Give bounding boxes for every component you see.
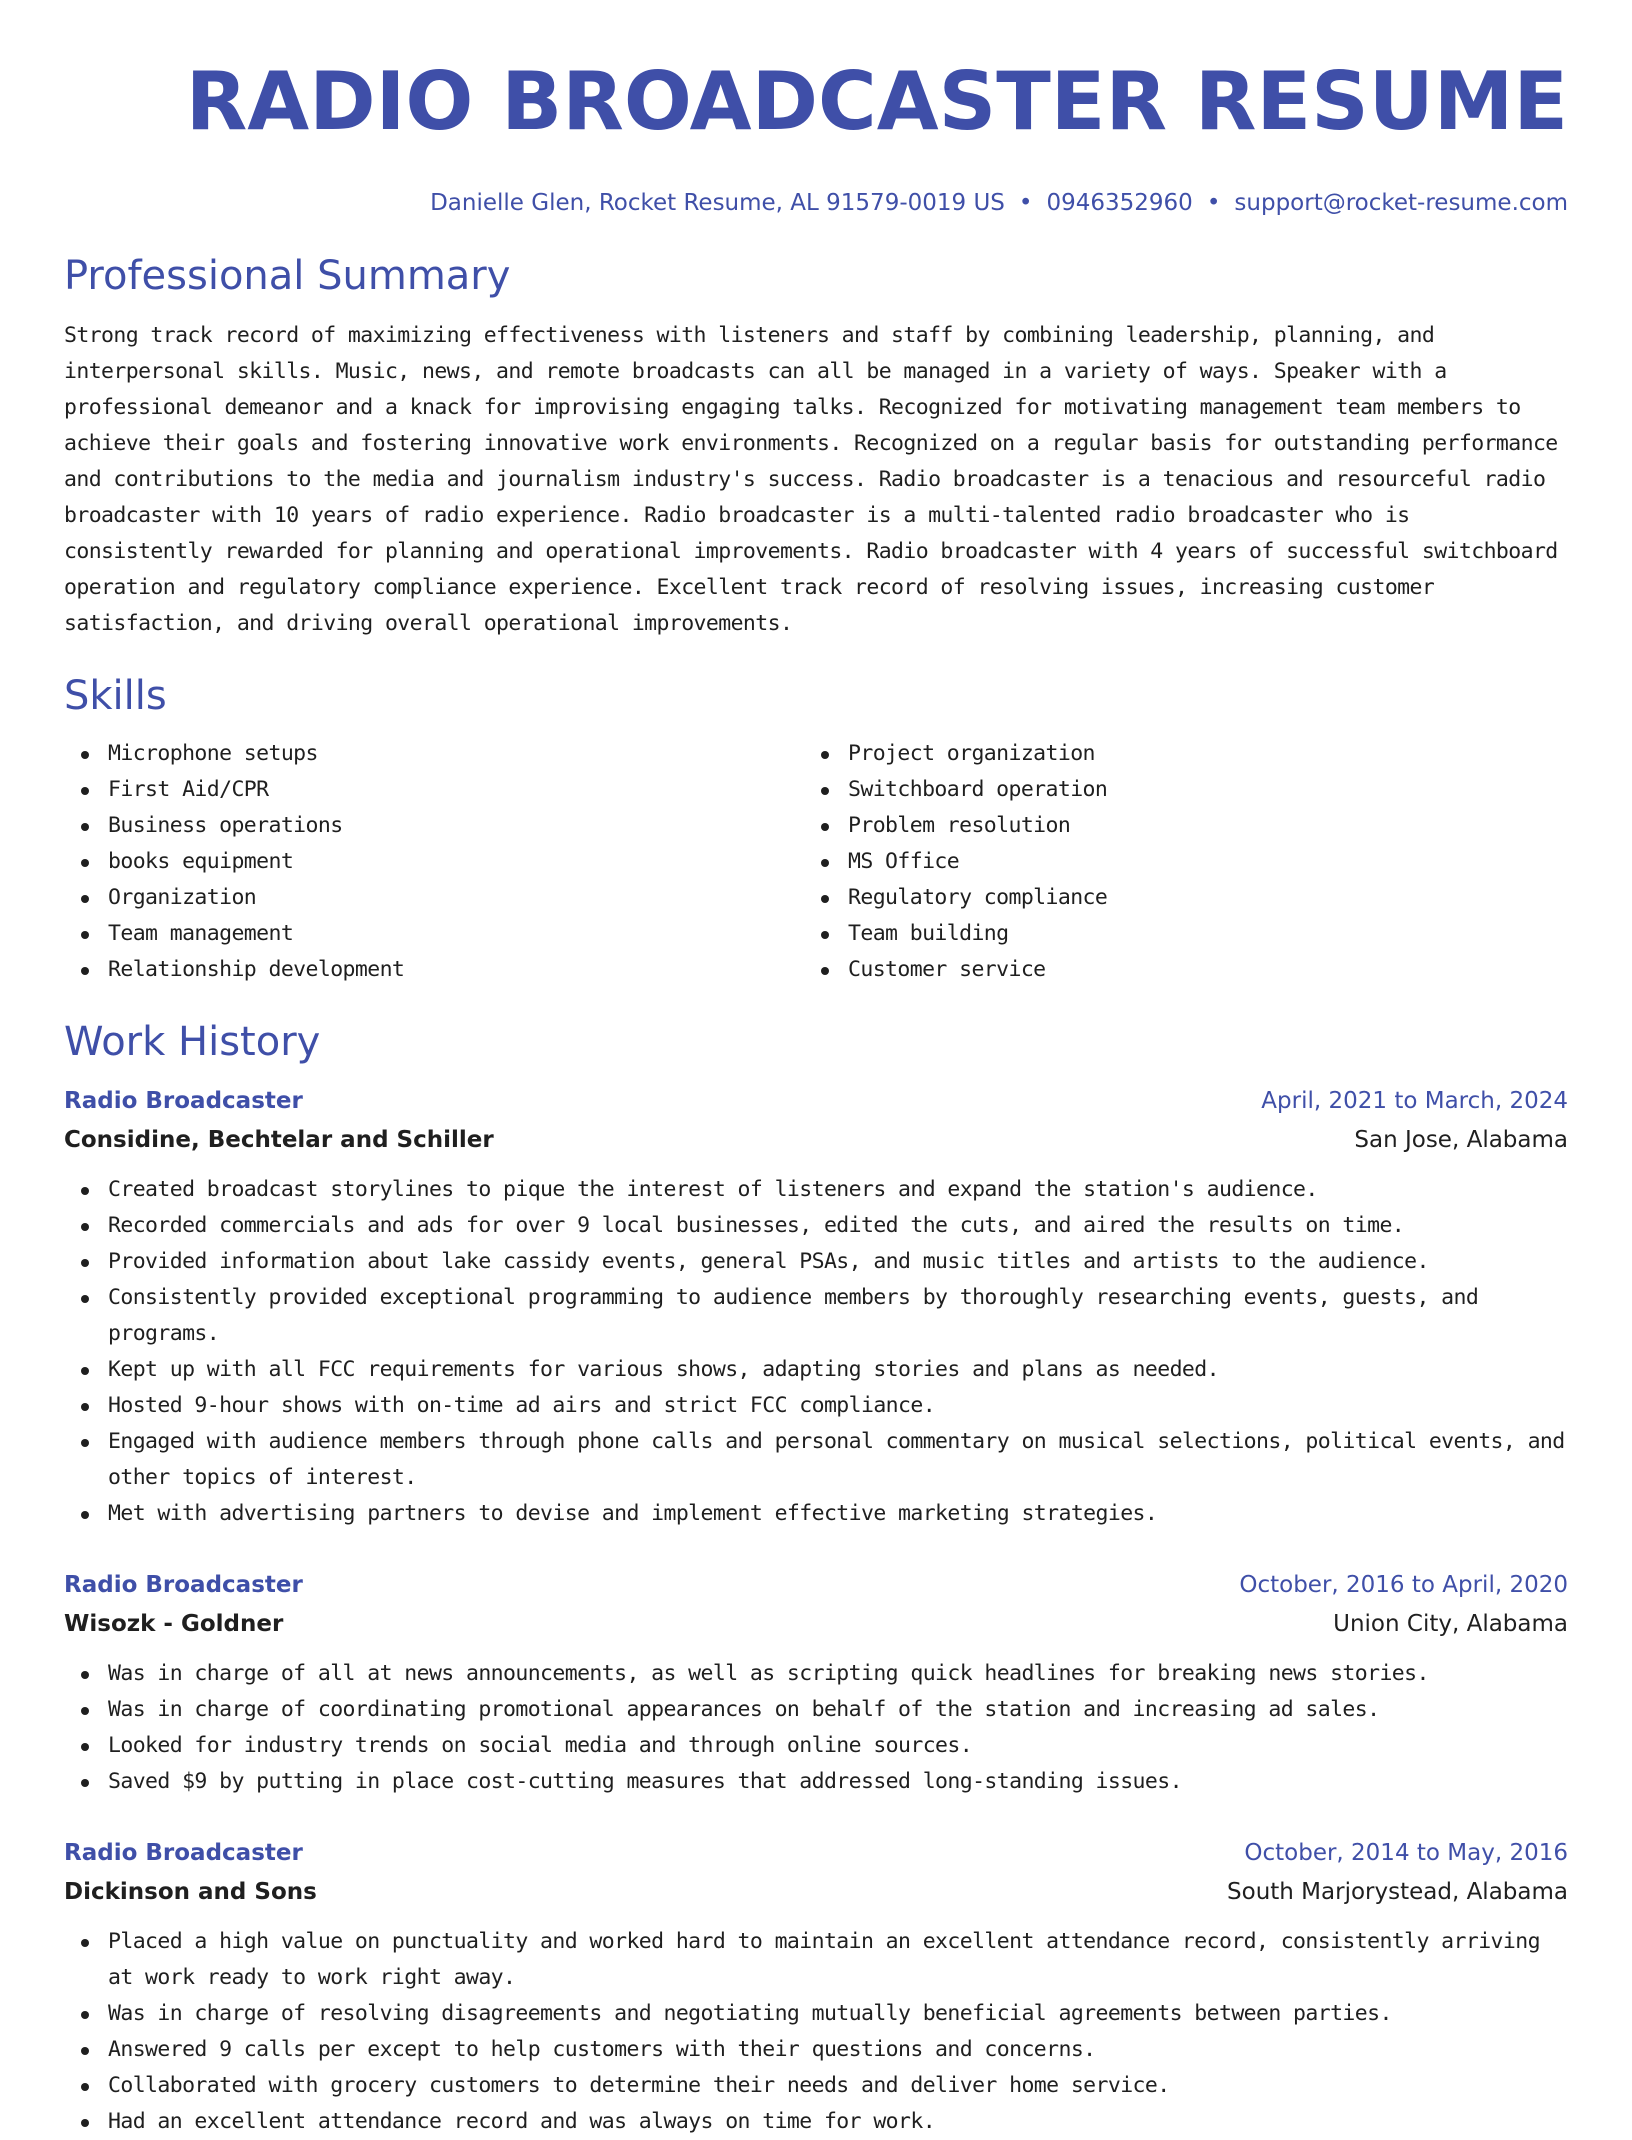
job-dates: April, 2021 to March, 2024 xyxy=(1261,1088,1568,1114)
work-history-heading: Work History xyxy=(64,1019,321,1065)
contact-separator: • xyxy=(1018,190,1033,216)
job-company: Wisozk - Goldner xyxy=(64,1611,284,1637)
job-location: San Jose, Alabama xyxy=(1354,1127,1568,1153)
job-bullet: Was in charge of resolving disagreements and negotiating mutually beneficial agreements between parties. xyxy=(64,1996,1568,2032)
job-company: Considine, Bechtelar and Schiller xyxy=(64,1127,494,1153)
professional-summary-section xyxy=(64,248,1568,642)
job-entry xyxy=(64,1834,1568,2140)
job-bullets xyxy=(64,1924,1568,2140)
summary-text: Strong track record of maximizing effectiveness with listeners and staff by combining leadership, planning, and interpersonal skills. Music, news, and remote broadcasts can all be managed in a variety of ways. Speaker with a professional demeanor and a knack for improvising engaging talks. Recognized for motivating management team members to achieve their goals and fostering innovative work environments. Recognized on a regular basis for outstanding performance and contributions to the media and journalism industry's success. Radio broadcaster is a tenacious and resourceful radio broadcaster with 10 years of radio experience. Radio broadcaster is a multi-talented radio broadcaster who is consistently rewarded for planning and operational improvements. Radio broadcaster with 4 years of successful switchboard operation and regulatory compliance experience. Excellent track record of resolving issues, increasing customer satisfaction, and driving overall operational improvements. xyxy=(64,323,1558,636)
job-bullets xyxy=(64,1172,1568,1532)
contact-address: Danielle Glen, Rocket Resume, AL 91579-0019 US xyxy=(430,190,1005,216)
skills-list-left xyxy=(64,736,804,988)
contact-line xyxy=(64,186,1568,220)
job-bullet: Met with advertising partners to devise and implement effective marketing strategies. xyxy=(64,1496,1568,1532)
job-entry xyxy=(64,1082,1568,1532)
contact-email[interactable]: support@rocket-resume.com xyxy=(1234,190,1568,216)
job-company-row xyxy=(64,1604,1568,1644)
skill-item: Problem resolution xyxy=(804,808,1544,844)
job-bullet: Had an excellent attendance record and was always on time for work. xyxy=(64,2104,1568,2140)
job-entry xyxy=(64,1566,1568,1800)
job-bullet: Provided information about lake cassidy events, general PSAs, and music titles and artists to the audience. xyxy=(64,1244,1568,1280)
job-dates: October, 2014 to May, 2016 xyxy=(1244,1840,1568,1866)
job-bullet: Engaged with audience members through phone calls and personal commentary on musical selections, political events, and other topics of interest. xyxy=(64,1424,1568,1496)
resume-title: RADIO BROADCASTER RESUME xyxy=(185,55,1568,148)
job-bullet: Was in charge of all at news announcements, as well as scripting quick headlines for breaking news stories. xyxy=(64,1656,1568,1692)
skill-item: Microphone setups xyxy=(64,736,804,772)
skill-item: First Aid/CPR xyxy=(64,772,804,808)
job-title: Radio Broadcaster xyxy=(64,1840,303,1866)
contact-phone[interactable]: 0946352960 xyxy=(1046,190,1193,216)
summary-heading: Professional Summary xyxy=(64,253,511,299)
job-bullets xyxy=(64,1656,1568,1800)
job-bullet: Recorded commercials and ads for over 9 local businesses, edited the cuts, and aired the results on time. xyxy=(64,1208,1568,1244)
skill-item: Business operations xyxy=(64,808,804,844)
job-bullet: Looked for industry trends on social media and through online sources. xyxy=(64,1728,1568,1764)
job-location: Union City, Alabama xyxy=(1333,1611,1568,1637)
skills-list-right xyxy=(804,736,1544,988)
job-bullet: Answered 9 calls per except to help customers with their questions and concerns. xyxy=(64,2032,1568,2068)
job-bullet: Saved $9 by putting in place cost-cutting measures that addressed long-standing issues. xyxy=(64,1764,1568,1800)
skill-item: Organization xyxy=(64,880,804,916)
skill-item: MS Office xyxy=(804,844,1544,880)
job-location: South Marjorystead, Alabama xyxy=(1227,1879,1568,1905)
job-title-row xyxy=(64,1566,1568,1604)
skill-item: Customer service xyxy=(804,952,1544,988)
job-bullet: Hosted 9-hour shows with on-time ad airs and strict FCC compliance. xyxy=(64,1388,1568,1424)
skill-item: Team management xyxy=(64,916,804,952)
skill-item: Team building xyxy=(804,916,1544,952)
job-title-row xyxy=(64,1834,1568,1872)
job-dates: October, 2016 to April, 2020 xyxy=(1239,1572,1568,1598)
job-bullet: Created broadcast storylines to pique the interest of listeners and expand the station's audience. xyxy=(64,1172,1568,1208)
job-title-row xyxy=(64,1082,1568,1120)
job-bullet: Placed a high value on punctuality and worked hard to maintain an excellent attendance record, consistently arriving at work ready to work right away. xyxy=(64,1924,1568,1996)
skill-item: Switchboard operation xyxy=(804,772,1544,808)
skill-item: Regulatory compliance xyxy=(804,880,1544,916)
job-title: Radio Broadcaster xyxy=(64,1572,303,1598)
job-company: Dickinson and Sons xyxy=(64,1879,317,1905)
work-history-section xyxy=(64,1014,1568,2140)
skill-item: Project organization xyxy=(804,736,1544,772)
contact-separator: • xyxy=(1206,190,1221,216)
job-bullet: Collaborated with grocery customers to determine their needs and deliver home service. xyxy=(64,2068,1568,2104)
job-bullet: Consistently provided exceptional programming to audience members by thoroughly researching events, guests, and programs. xyxy=(64,1280,1568,1352)
skills-columns xyxy=(64,736,1568,988)
skill-item: Relationship development xyxy=(64,952,804,988)
job-company-row xyxy=(64,1872,1568,1912)
job-company-row xyxy=(64,1120,1568,1160)
skill-item: books equipment xyxy=(64,844,804,880)
job-title: Radio Broadcaster xyxy=(64,1088,303,1114)
job-bullet: Kept up with all FCC requirements for various shows, adapting stories and plans as needed. xyxy=(64,1352,1568,1388)
job-bullet: Was in charge of coordinating promotional appearances on behalf of the station and increasing ad sales. xyxy=(64,1692,1568,1728)
skills-section xyxy=(64,668,1568,988)
skills-heading: Skills xyxy=(64,673,167,719)
